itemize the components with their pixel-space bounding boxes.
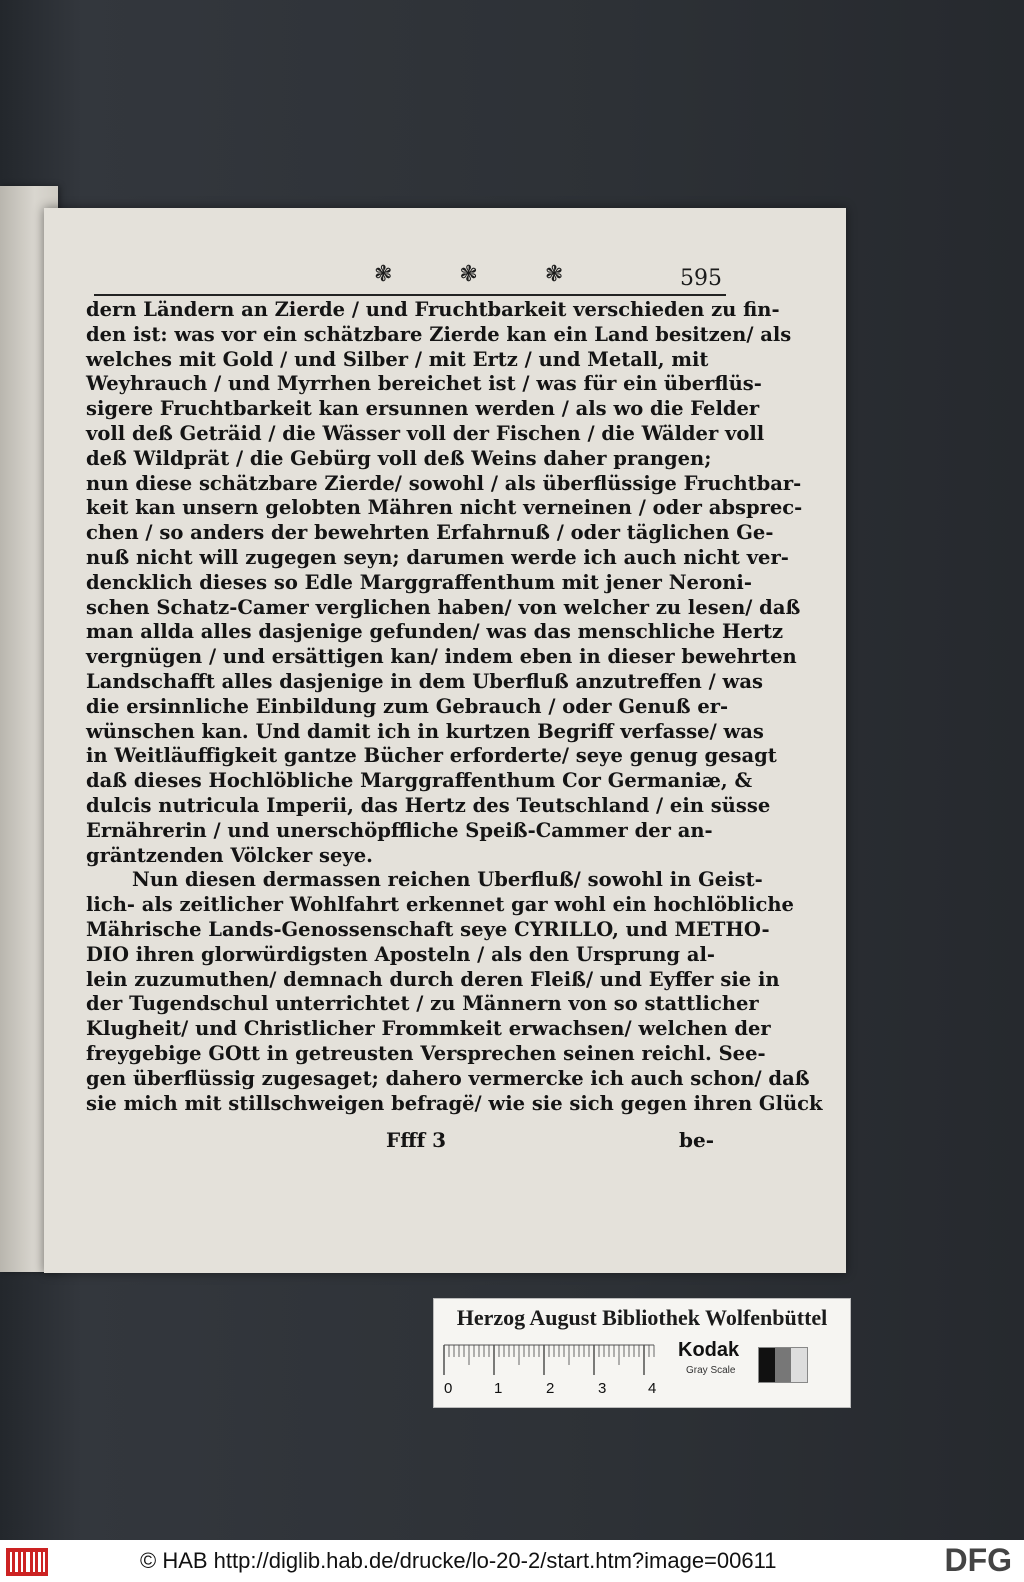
text-line: DIO ihren glorwürdigsten Aposteln / als den Ursprung al- [86,942,715,966]
kodak-logo: Kodak [678,1339,740,1361]
hab-barcode-icon [6,1548,48,1576]
text-line: Weyhrauch / und Myrrhen bereichet ist / was für ein überflüs- [86,372,762,396]
signature-mark: Ffff 3 [386,1128,447,1152]
body-text [86,298,823,1116]
text-line: schen Schatz-Camer verglichen haben/ von welcher zu lesen/ daß [86,595,801,619]
text-line: Ernährerin / und unerschöpffliche Speiß-Cammer der an- [86,818,713,842]
text-line: gen überflüssig zugesaget; dahero vermercke ich auch schon/ daß [86,1066,810,1090]
text-line: vergnügen / und ersättigen kan/ indem eben in dieser bewehrten [86,645,797,669]
text-line: dulcis nutricula Imperii, das Hertz des Teutschland / ein süsse [86,793,771,817]
text-line: voll deß Geträid / die Wässer voll der Fischen / die Wälder voll [86,421,765,445]
library-label [433,1298,851,1408]
text-line: in Weitläuffigkeit gantze Bücher erforderte/ seye genug gesagt [86,744,777,768]
text-line: Mährische Lands-Genossenschaft seye CYRILLO, und METHO- [86,917,770,941]
text-line: deß Wildprät / die Gebürg voll deß Weins daher prangen; [86,446,712,470]
footer-bar [0,1540,1024,1582]
copyright-url: © HAB http://diglib.hab.de/drucke/lo-20-2/start.htm?image=00611 [140,1548,777,1573]
text-line: dencklich dieses so Edle Marggraffenthum mit jener Neroni- [86,570,752,594]
text-line: keit kan unsern gelobten Mähren nicht verneinen / oder absprec- [86,496,803,520]
book-page [44,208,846,1273]
text-line: gräntzenden Völcker seye. [86,843,373,867]
dfg-logo: DFG [944,1542,1012,1578]
scale-number: 4 [648,1380,657,1397]
page-number: 595 [680,266,722,291]
text-line: der Tugendschul unterrichtet / zu Männern von so stattlicher [86,992,759,1016]
text-line: Nun diesen dermassen reichen Uberfluß/ sowohl in Geist- [132,868,763,892]
text-line: Klugheit/ und Christlicher Frommkeit erwachsen/ welchen der [86,1017,771,1041]
text-line: den ist: was vor ein schätzbare Zierde kan ein Land besitzen/ als [86,322,792,346]
text-line: man allda alles dasjenige gefunden/ was das menschliche Hertz [86,620,784,644]
text-line: lich- als zeitlicher Wohlfahrt erkennet gar wohl ein hochlöbliche [86,893,794,917]
scale-ruler [444,1337,674,1401]
text-line: nun diese schätzbare Zierde/ sowohl / als überflüssige Fruchtbar- [86,471,802,495]
scale-number: 0 [444,1380,453,1397]
text-line: lein zuzumuthen/ demnach durch deren Fleiß/ und Eyffer sie in [86,967,780,991]
gray-scale-patch [758,1347,808,1383]
header-ornaments: ❃ ❃ ❃ [374,262,594,287]
text-line: welches mit Gold / und Silber / mit Ertz / und Metall, mit [86,347,709,371]
scale-number: 3 [598,1380,607,1397]
text-line: nuß nicht will zugegen seyn; darumen werde ich auch nicht ver- [86,545,789,569]
page-foot [86,1128,726,1158]
text-line: wünschen kan. Und damit ich in kurtzen Begriff verfasse/ was [86,719,764,743]
text-line: die ersinnliche Einbildung zum Gebrauch / oder Genuß er- [86,694,729,718]
text-line: daß dieses Hochlöbliche Marggraffenthum Cor Germaniæ, & [86,769,753,793]
text-line: Landschafft alles dasjenige in dem Uberfluß anzutreffen / was [86,669,763,693]
scale-number: 2 [546,1380,555,1397]
text-line: freygebige GOtt in getreusten Versprechen seinen reichl. See- [86,1041,766,1065]
library-name: Herzog August Bibliothek Wolfenbüttel [456,1305,828,1330]
text-line: dern Ländern an Zierde / und Fruchtbarkeit verschieden zu fin- [86,298,780,321]
text-line: chen / so anders der bewehrten Erfahrnuß / oder täglichen Ge- [86,521,774,545]
page-header [94,260,726,296]
text-line: sigere Fruchtbarkeit kan ersunnen werden / als wo die Felder [86,397,760,421]
scale-number: 1 [494,1380,503,1397]
ruler-ticks [444,1345,654,1375]
text-line: sie mich mit stillschweigen befragë/ wie sie sich gegen ihren Glück [86,1091,823,1115]
kodak-subtitle: Gray Scale [686,1365,736,1376]
catchword: be- [678,1128,714,1152]
